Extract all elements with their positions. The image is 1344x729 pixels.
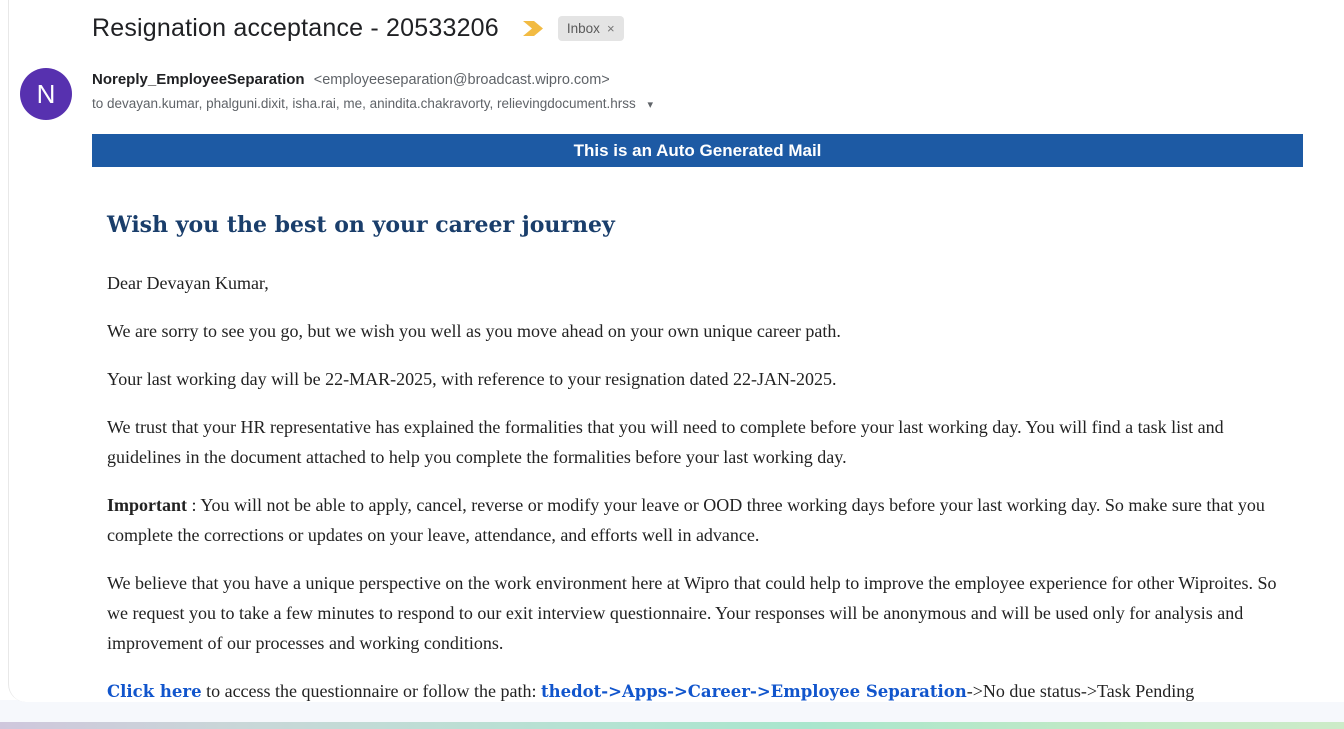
cta-tail-text: ->No due status->Task Pending	[966, 681, 1195, 701]
body-heading: Wish you the best on your career journey	[107, 212, 615, 238]
subject-row	[9, 0, 1344, 45]
paragraph-sorry: We are sorry to see you go, but we wish you well as you move ahead on your own unique career path.	[107, 321, 841, 341]
email-body	[107, 211, 1300, 702]
remove-label-icon[interactable]: ×	[606, 21, 615, 36]
paragraph-trust: We trust that your HR representative has explained the formalities that you will need to complete before your last working day. You will find a task list and guidelines in the document attached to help you complete the formalities before your last working day.	[107, 417, 1224, 467]
recipients-text: to devayan.kumar, phalguni.dixit, isha.rai, me, anindita.chakravorty, relievingdocument.hrss	[92, 96, 636, 111]
importance-marker-icon[interactable]	[523, 21, 544, 36]
path-link[interactable]: thedot->Apps->Career->Employee Separation	[540, 682, 967, 701]
paragraph-believe: We believe that you have a unique perspective on the work environment here at Wipro that could help to improve the employee experience for other Wiproites. So we request you to take a few minutes to respond to our exit interview questionnaire. Your responses will be anonymous and will be used only for analysis and improvement of our processes and working conditions.	[107, 573, 1277, 653]
sender-info	[92, 68, 653, 120]
click-here-link[interactable]: Click here	[107, 682, 202, 701]
paragraph-important	[107, 490, 1300, 550]
salutation: Dear Devayan Kumar,	[107, 273, 269, 293]
inbox-label-text: Inbox	[566, 21, 600, 36]
cta-middle-text: to access the questionnaire or follow the path:	[206, 681, 537, 701]
inbox-label-chip[interactable]	[558, 16, 624, 41]
sender-name-line	[92, 70, 653, 90]
paragraph-last-working-day: Your last working day will be 22-MAR-2025, with reference to your resignation dated 22-JAN-2025.	[107, 369, 837, 389]
important-label: Important	[107, 495, 187, 515]
email-subject: Resignation acceptance - 20533206	[92, 14, 499, 42]
bottom-gradient-bar	[0, 722, 1344, 729]
recipients-line	[92, 96, 653, 111]
email-card	[8, 0, 1344, 702]
sender-name: Noreply_EmployeeSeparation	[92, 71, 305, 88]
sender-address: <employeeseparation@broadcast.wipro.com>	[313, 72, 610, 88]
sender-row	[20, 68, 1344, 120]
paragraph-cta	[107, 676, 1300, 702]
sender-avatar[interactable]: N	[20, 68, 72, 120]
auto-generated-banner: This is an Auto Generated Mail	[92, 134, 1303, 167]
show-details-icon[interactable]: ▾	[647, 99, 654, 111]
important-text: : You will not be able to apply, cancel, reverse or modify your leave or OOD three working days before your last working day. So make sure that you complete the corrections or updates on your leave, attendance, and efforts well in advance.	[107, 495, 1265, 545]
